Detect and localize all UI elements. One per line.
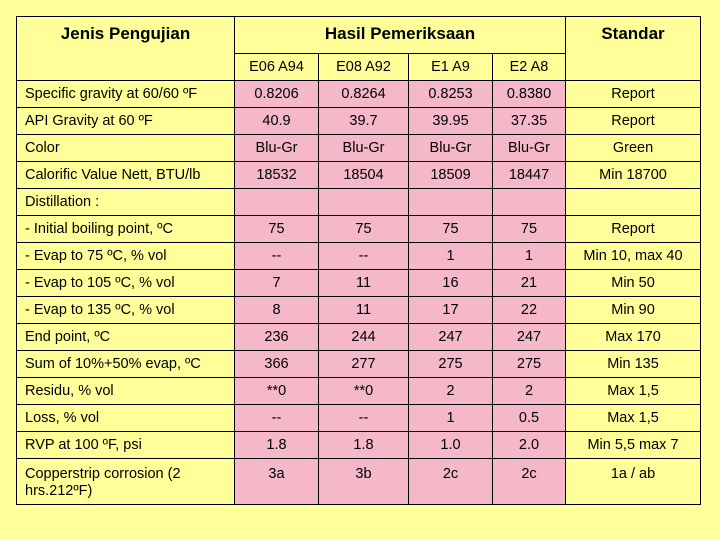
table-row [17,432,701,459]
row-label: Sum of 10%+50% evap, ºC [17,351,235,378]
table-row [17,351,701,378]
result-value: 22 [493,297,566,324]
standard-value: Max 1,5 [566,405,701,432]
result-value: 75 [409,216,493,243]
result-value: 2.0 [493,432,566,459]
standard-value: Report [566,216,701,243]
table-row [17,81,701,108]
row-label: Loss, % vol [17,405,235,432]
row-label: API Gravity at 60 ºF [17,108,235,135]
column-header: E08 A92 [319,54,409,81]
header-jenis-pengujian: Jenis Pengujian [17,17,235,81]
row-label: End point, ºC [17,324,235,351]
result-value: 0.8206 [235,81,319,108]
standard-value: Report [566,81,701,108]
result-value: 1 [409,243,493,270]
result-value [493,189,566,216]
row-label: - Evap to 105 ºC, % vol [17,270,235,297]
row-label: - Initial boiling point, ºC [17,216,235,243]
table-row [17,216,701,243]
result-value: 3b [319,459,409,505]
result-value: 18532 [235,162,319,189]
result-value: 277 [319,351,409,378]
table-row [17,108,701,135]
result-value: 2 [409,378,493,405]
result-value: Blu-Gr [319,135,409,162]
result-value: 247 [493,324,566,351]
result-value: 11 [319,270,409,297]
result-value: 18509 [409,162,493,189]
row-label: Color [17,135,235,162]
result-value: 2c [409,459,493,505]
table-row [17,459,701,505]
standard-value: Report [566,108,701,135]
result-value [409,189,493,216]
result-value: 18447 [493,162,566,189]
row-label: Residu, % vol [17,378,235,405]
row-label: Specific gravity at 60/60 ºF [17,81,235,108]
result-value: 21 [493,270,566,297]
column-header: E1 A9 [409,54,493,81]
standard-value: Min 50 [566,270,701,297]
result-value: 0.5 [493,405,566,432]
result-value: 275 [493,351,566,378]
result-value: 1.8 [235,432,319,459]
result-value: 18504 [319,162,409,189]
result-value: 16 [409,270,493,297]
result-value: 0.8264 [319,81,409,108]
standard-value: Min 18700 [566,162,701,189]
standard-value: Min 135 [566,351,701,378]
result-value: 244 [319,324,409,351]
result-value: 75 [235,216,319,243]
header-hasil-pemeriksaan: Hasil Pemeriksaan [235,17,566,54]
result-value: Blu-Gr [493,135,566,162]
table-row [17,405,701,432]
table-row [17,378,701,405]
standard-value: Min 90 [566,297,701,324]
result-value: Blu-Gr [235,135,319,162]
result-value: 39.95 [409,108,493,135]
result-value: 39.7 [319,108,409,135]
result-value: 40.9 [235,108,319,135]
result-value: 1.0 [409,432,493,459]
result-value: 8 [235,297,319,324]
result-value: 275 [409,351,493,378]
result-value: **0 [235,378,319,405]
result-value: **0 [319,378,409,405]
table-row [17,189,701,216]
result-value: 7 [235,270,319,297]
row-label: Calorific Value Nett, BTU/lb [17,162,235,189]
result-value: -- [319,405,409,432]
result-value: 1 [409,405,493,432]
result-value: 236 [235,324,319,351]
table-row [17,135,701,162]
row-label: Distillation : [17,189,235,216]
row-label: RVP at 100 ºF, psi [17,432,235,459]
column-header: E2 A8 [493,54,566,81]
standard-value [566,189,701,216]
result-value: -- [235,405,319,432]
result-value: 2 [493,378,566,405]
table-row [17,243,701,270]
result-value: 37.35 [493,108,566,135]
table-row [17,270,701,297]
table-row [17,324,701,351]
table-row [17,297,701,324]
result-value: 1 [493,243,566,270]
result-value: 11 [319,297,409,324]
result-value: -- [235,243,319,270]
result-value [235,189,319,216]
result-value [319,189,409,216]
result-value: -- [319,243,409,270]
standard-value: Max 170 [566,324,701,351]
standard-value: Min 5,5 max 7 [566,432,701,459]
standard-value: Green [566,135,701,162]
test-results-table [16,16,701,505]
result-value: 17 [409,297,493,324]
table-row [17,162,701,189]
result-value: 366 [235,351,319,378]
header-standar: Standar [566,17,701,81]
result-value: 0.8253 [409,81,493,108]
result-value: 3a [235,459,319,505]
row-label: Copperstrip corrosion (2 hrs.212ºF) [17,459,235,505]
column-header: E06 A94 [235,54,319,81]
row-label: - Evap to 75 ºC, % vol [17,243,235,270]
result-value: 2c [493,459,566,505]
result-value: Blu-Gr [409,135,493,162]
row-label: - Evap to 135 ºC, % vol [17,297,235,324]
result-value: 75 [319,216,409,243]
result-value: 0.8380 [493,81,566,108]
table-body [17,81,701,505]
standard-value: 1a / ab [566,459,701,505]
result-value: 75 [493,216,566,243]
standard-value: Min 10, max 40 [566,243,701,270]
standard-value: Max 1,5 [566,378,701,405]
result-value: 247 [409,324,493,351]
result-value: 1.8 [319,432,409,459]
